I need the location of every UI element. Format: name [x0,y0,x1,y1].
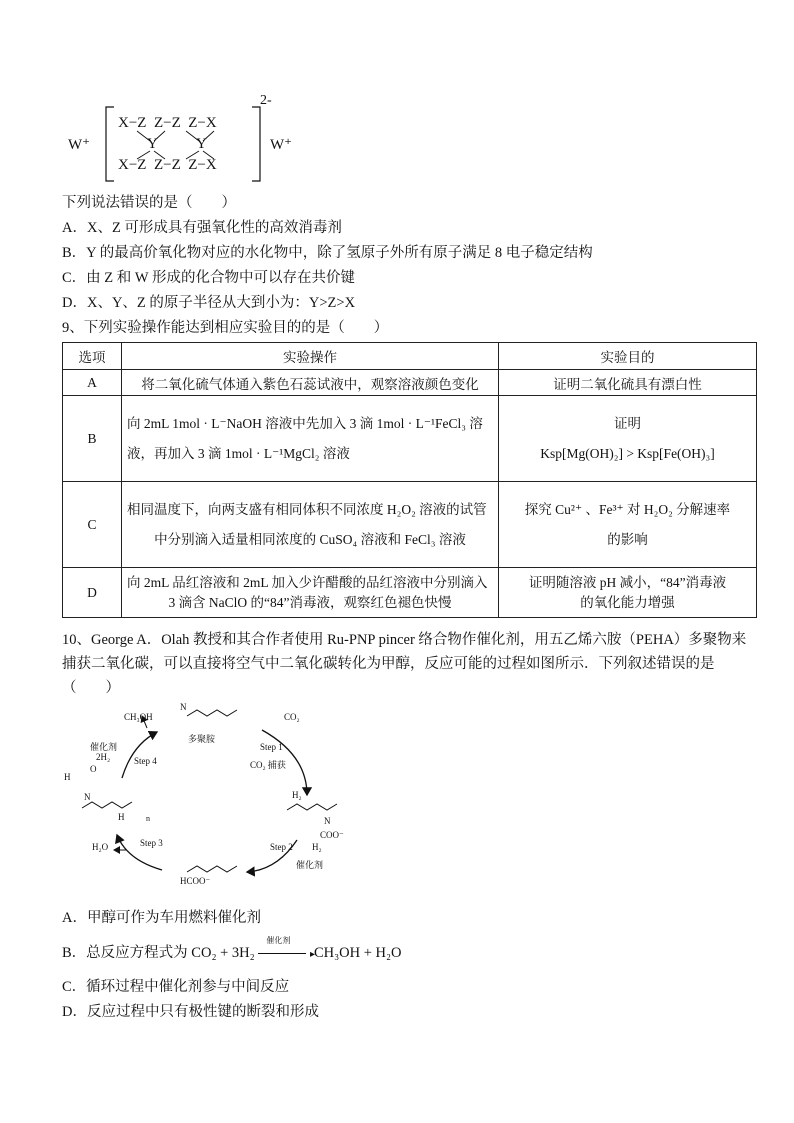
bracket-left [106,107,114,181]
row-d-purpose-line1: 证明随溶液 pH 减小，“84”消毒液 [528,574,727,590]
y-atom-2: Y [196,136,207,152]
row-c-purpose-line2: 的影响 [607,531,648,547]
q10-stem-line1: 10、George A．Olah 教授和其合作者使用 Ru-PNP pincer 络合物作催化剂，用五乙烯六胺（PEHA）多聚物来 [62,632,747,648]
sub-n-left: n [146,814,150,823]
h-label-left: H [118,812,125,822]
step1-label: Step 1 [260,742,283,752]
q10-option-b-head: B．总反应方程式为 CO₂ + 3H₂ [62,945,259,961]
ion-structure [62,95,322,190]
q8-option-a: A．X、Z 可形成具有强氧化性的高效消毒剂 [62,220,342,236]
bracket-right [252,107,260,181]
row-b-purpose [499,396,757,482]
row-b-purpose-line2: Ksp[Mg(OH)₂] > Ksp[Fe(OH)₃] [540,445,715,461]
arrow-head: ▸ [309,949,315,960]
q8-option-b: B．Y 的最高价氧化物对应的水化物中，除了氢原子外所有原子满足 8 电子稳定结构 [62,245,593,261]
formyl-o-label: O [90,764,97,774]
polymer-top [187,710,237,716]
step3-label: Step 3 [140,838,163,848]
reaction-arrow-catalyst: 催化剂 [266,936,291,945]
q10-stem-line3: （ ） [62,680,120,696]
formyl-h-label: H [64,772,71,782]
h2o-label: H₂O [92,842,109,852]
h2x2-label: 2H₂ [96,752,111,762]
y-atom-1: Y [147,136,158,152]
row-c-option: C [63,482,122,568]
row-d-purpose-line2: 的氧化能力增强 [580,594,675,610]
q10-option-a: A．甲醇可作为车用燃料催化剂 [62,910,261,926]
h2-label: H₂ [312,842,322,852]
q10-option-b [62,936,402,965]
table-header-row [63,343,757,370]
q8-option-c: C．由 Z 和 W 形成的化合物中可以存在共价键 [62,270,355,286]
structure-row-top: X−Z Z−Z Z−X [118,115,217,131]
row-d-operation [122,568,499,618]
arrow-line [258,953,306,954]
row-c-purpose-line1: 探究 Cu²⁺ 、Fe³⁺ 对 H₂O₂ 分解速率 [524,501,731,517]
row-a-operation: 将二氧化硫气体通入紫色石蕊试液中，观察溶液颜色变化 [122,370,499,396]
row-c-operation-line2: 中分别滴入适量相同浓度的 CuSO₄ 溶液和 FeCl₃ 溶液 [154,531,466,547]
polymer-left [82,802,132,808]
row-b-purpose-line1: 证明 [614,415,641,431]
row-d-option: D [63,568,122,618]
co2-capture-label: CO₂ 捕获 [250,760,286,770]
q10-option-c: C．循环过程中催化剂参与中间反应 [62,979,290,995]
table-row [63,370,757,396]
catalyst-label-step2: 催化剂 [296,860,324,870]
q9-stem: 9、下列实验操作能达到相应实验目的的是（ ） [62,320,389,336]
header-option: 选项 [63,343,122,370]
row-c-operation [122,482,499,568]
step2-label: Step 2 [270,842,293,852]
polymer-bottom [187,866,237,872]
row-d-operation-line1: 向 2mL 品红溶液和 2mL 加入少许醋酸的品红溶液中分别滴入 [127,574,488,590]
n-label-top: N [180,702,187,712]
n-label-left: N [84,792,91,802]
coo-label: COO⁻ [320,830,344,840]
header-purpose: 实验目的 [499,343,757,370]
row-d-purpose [499,568,757,618]
row-b-option: B [63,396,122,482]
charge-label: 2- [260,93,272,108]
cation-right: W⁺ [270,137,293,153]
table-row [63,568,757,618]
q10-option-d: D．反应过程中只有极性键的断裂和形成 [62,1004,319,1020]
row-c-operation-line1: 相同温度下，向两支盛有相同体积不同浓度 H₂O₂ 溶液的试管 [127,501,487,517]
row-d-operation-line2: 3 滴含 NaClO 的“84”消毒液，观察红色褪色快慢 [168,594,452,610]
polyamine-label: 多聚胺 [188,734,216,744]
catalyst-label-step4: 催化剂 [90,742,118,752]
row-b-operation-line1: 向 2mL 1mol · L⁻NaOH 溶液中先加入 3 滴 1mol · L⁻¹FeCl₃ 溶 [127,415,483,431]
co2-label: CO₂ [284,712,300,722]
q10-option-b-tail: CH₃OH + H₂O [313,945,402,961]
cation-left: W⁺ [68,137,91,153]
table-row [63,396,757,482]
hcoo-label: HCOO⁻ [180,876,211,886]
row-a-option: A [63,370,122,396]
q8-option-d: D．X、Y、Z 的原子半径从大到小为：Y>Z>X [62,295,356,311]
h2-label-right: H₂ [292,790,302,800]
methanol-label: CH₃OH [124,712,153,722]
row-b-operation-line2: 液，再加入 3 滴 1mol · L⁻¹MgCl₂ 溶液 [127,445,350,461]
row-a-purpose: 证明二氧化硫具有漂白性 [499,370,757,396]
n-label-right: N [324,816,331,826]
q10-stem-line2: 捕获二氧化碳，可以直接将空气中二氧化碳转化为甲醇，反应可能的过程如图所示．下列叙述错误的是 [62,656,715,672]
header-operation: 实验操作 [122,343,499,370]
step4-label: Step 4 [134,756,157,766]
row-c-purpose [499,482,757,568]
polymer-right [287,804,337,810]
catalytic-cycle-diagram [62,700,362,885]
table-row [63,482,757,568]
reaction-arrow [258,936,315,965]
arrow-step4 [122,732,157,778]
q8-stem: 下列说法错误的是（ ） [62,195,236,211]
experiment-table [62,342,757,618]
row-b-operation [122,396,499,482]
structure-row-bottom: X−Z Z−Z Z−X [118,157,217,173]
